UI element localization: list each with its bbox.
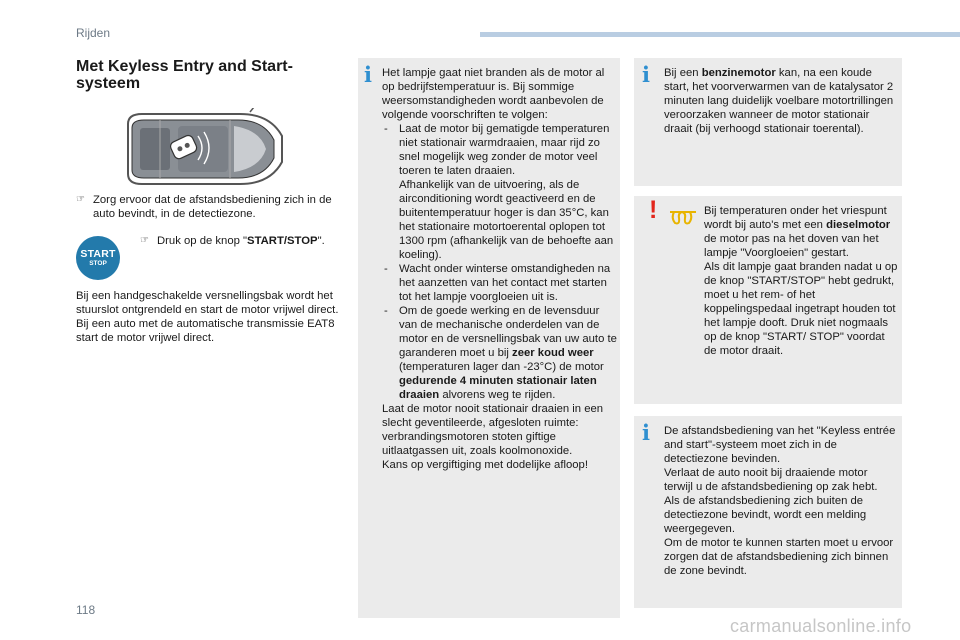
section-label: Rijden xyxy=(76,26,111,40)
car-topview-illustration xyxy=(120,108,290,190)
glow-plug-icon xyxy=(668,208,698,226)
keyless-text: De afstandsbediening van het "Keyless entrée and start"-systeem moet zich in de detectiezone bevinden. Verlaat de auto nooit bij draaiende motor terwijl u de afstandsbediening op zak hebt. Als de afstandsbediening zich buiten de detectiezone bevindt, wordt een melding weergegeven. Om de motor te kunnen starten moet u ervoor zorgen dat de afstandsbediening zich binnen de zone bevindt. xyxy=(664,425,896,577)
watermark: carmanualsonline.info xyxy=(730,616,912,636)
press-text-after: ". xyxy=(317,235,325,247)
warning-icon: ! xyxy=(649,196,658,224)
manual-transmission-text: Bij een handgeschakelde versnellingsbak wordt het stuurslot ontgrendeld en start de motor vrijwel direct. xyxy=(76,290,339,316)
warmup-intro: Het lampje gaat niet branden als de motor al op bedrijfstemperatuur is. Bij sommige weersomstandigheden wordt aanbevolen de volgende voorschriften te volgen: xyxy=(382,67,605,121)
warmup-item-1: - Laat de motor bij gematigde temperaturen niet stationair warmdraaien, maar rijd zo snel mogelijk weg zonder de motor veel toeren te laten draaien. Afhankelijk van de uitvoering, als de airconditioning wordt geactiveerd en de buitentemperatuur hoger is dan 35°C, kan het stationaire motortoerental oplopen tot 1300 rpm (afhankelijk van de behoefte aan koeling). xyxy=(382,122,618,262)
page-number: 118 xyxy=(76,603,96,617)
page-title xyxy=(76,58,344,92)
press-text-bold: START/STOP xyxy=(247,235,318,247)
title-line-1: Met Keyless Entry and Start- xyxy=(76,58,293,75)
press-text-before: Druk op de knop " xyxy=(157,235,248,247)
info-icon: i xyxy=(642,62,650,87)
petrol-text: Bij een benzinemotor kan, na een koude start, het voorverwarmen van de katalysator 2 minuten lang duidelijk voelbare motortrillingen veroorzaken wanneer de motor stationair draait (bij verhoogd stationair toerental). xyxy=(664,67,894,135)
bullet-remote-text: Zorg ervoor dat de afstandsbediening zich in de auto bevindt, in de detectiezone. xyxy=(93,194,332,220)
header-bar xyxy=(480,32,960,37)
warmup-text xyxy=(382,66,618,472)
ventilation-warning: Laat de motor nooit stationair draaien in een slecht geventileerde, afgesloten ruimte: verbrandingsmotoren stoten giftige uitlaatgassen uit, zoals koolmonoxide. xyxy=(382,403,604,457)
bullet-remote-in-car xyxy=(76,193,344,221)
stop-button-label: STOP xyxy=(89,260,107,267)
warmup-item-3: - Om de goede werking en de levensduur van de mechanische onderdelen van de motor en de versnellingsbak van uw auto te garanderen moet u bij zeer koud weer (temperaturen lager dan -23°C) de motor gedurende 4 minuten stationair laten draaien alvorens weg te rijden. xyxy=(382,304,618,402)
warmup-item-2: - Wacht onder winterse omstandigheden na het aanzetten van het contact met starten tot het lampje voorgloeien uit is. xyxy=(382,262,618,304)
pointing-hand-icon: ☞ xyxy=(76,194,85,205)
pointing-hand-icon: ☞ xyxy=(140,235,149,246)
start-stop-button-image xyxy=(76,236,120,280)
left-column xyxy=(76,58,344,92)
info-icon: i xyxy=(642,420,650,445)
transmission-paragraph xyxy=(76,289,344,345)
diesel-text: Bij temperaturen onder het vriespunt wordt bij auto's met een dieselmotor de motor pas na het doven van het lampje "Voorgloeien" gestart. Als dit lampje gaat branden nadat u op de knop "START/STOP" hebt gedrukt, moet u het rem- of het koppelingspedaal ingetrapt houden tot het lampje dooft. Druk niet nogmaals op de knop "START/ STOP" voordat de motor draait. xyxy=(704,205,898,357)
bullet-press-start xyxy=(140,234,350,248)
info-icon: i xyxy=(364,62,372,87)
title-line-2: systeem xyxy=(76,75,141,92)
start-button-label: START xyxy=(80,248,116,260)
automatic-transmission-text: Bij een auto met de automatische transmissie EAT8 start de motor vrijwel direct. xyxy=(76,318,335,344)
poisoning-warning: Kans op vergiftiging met dodelijke afloop! xyxy=(382,459,588,471)
